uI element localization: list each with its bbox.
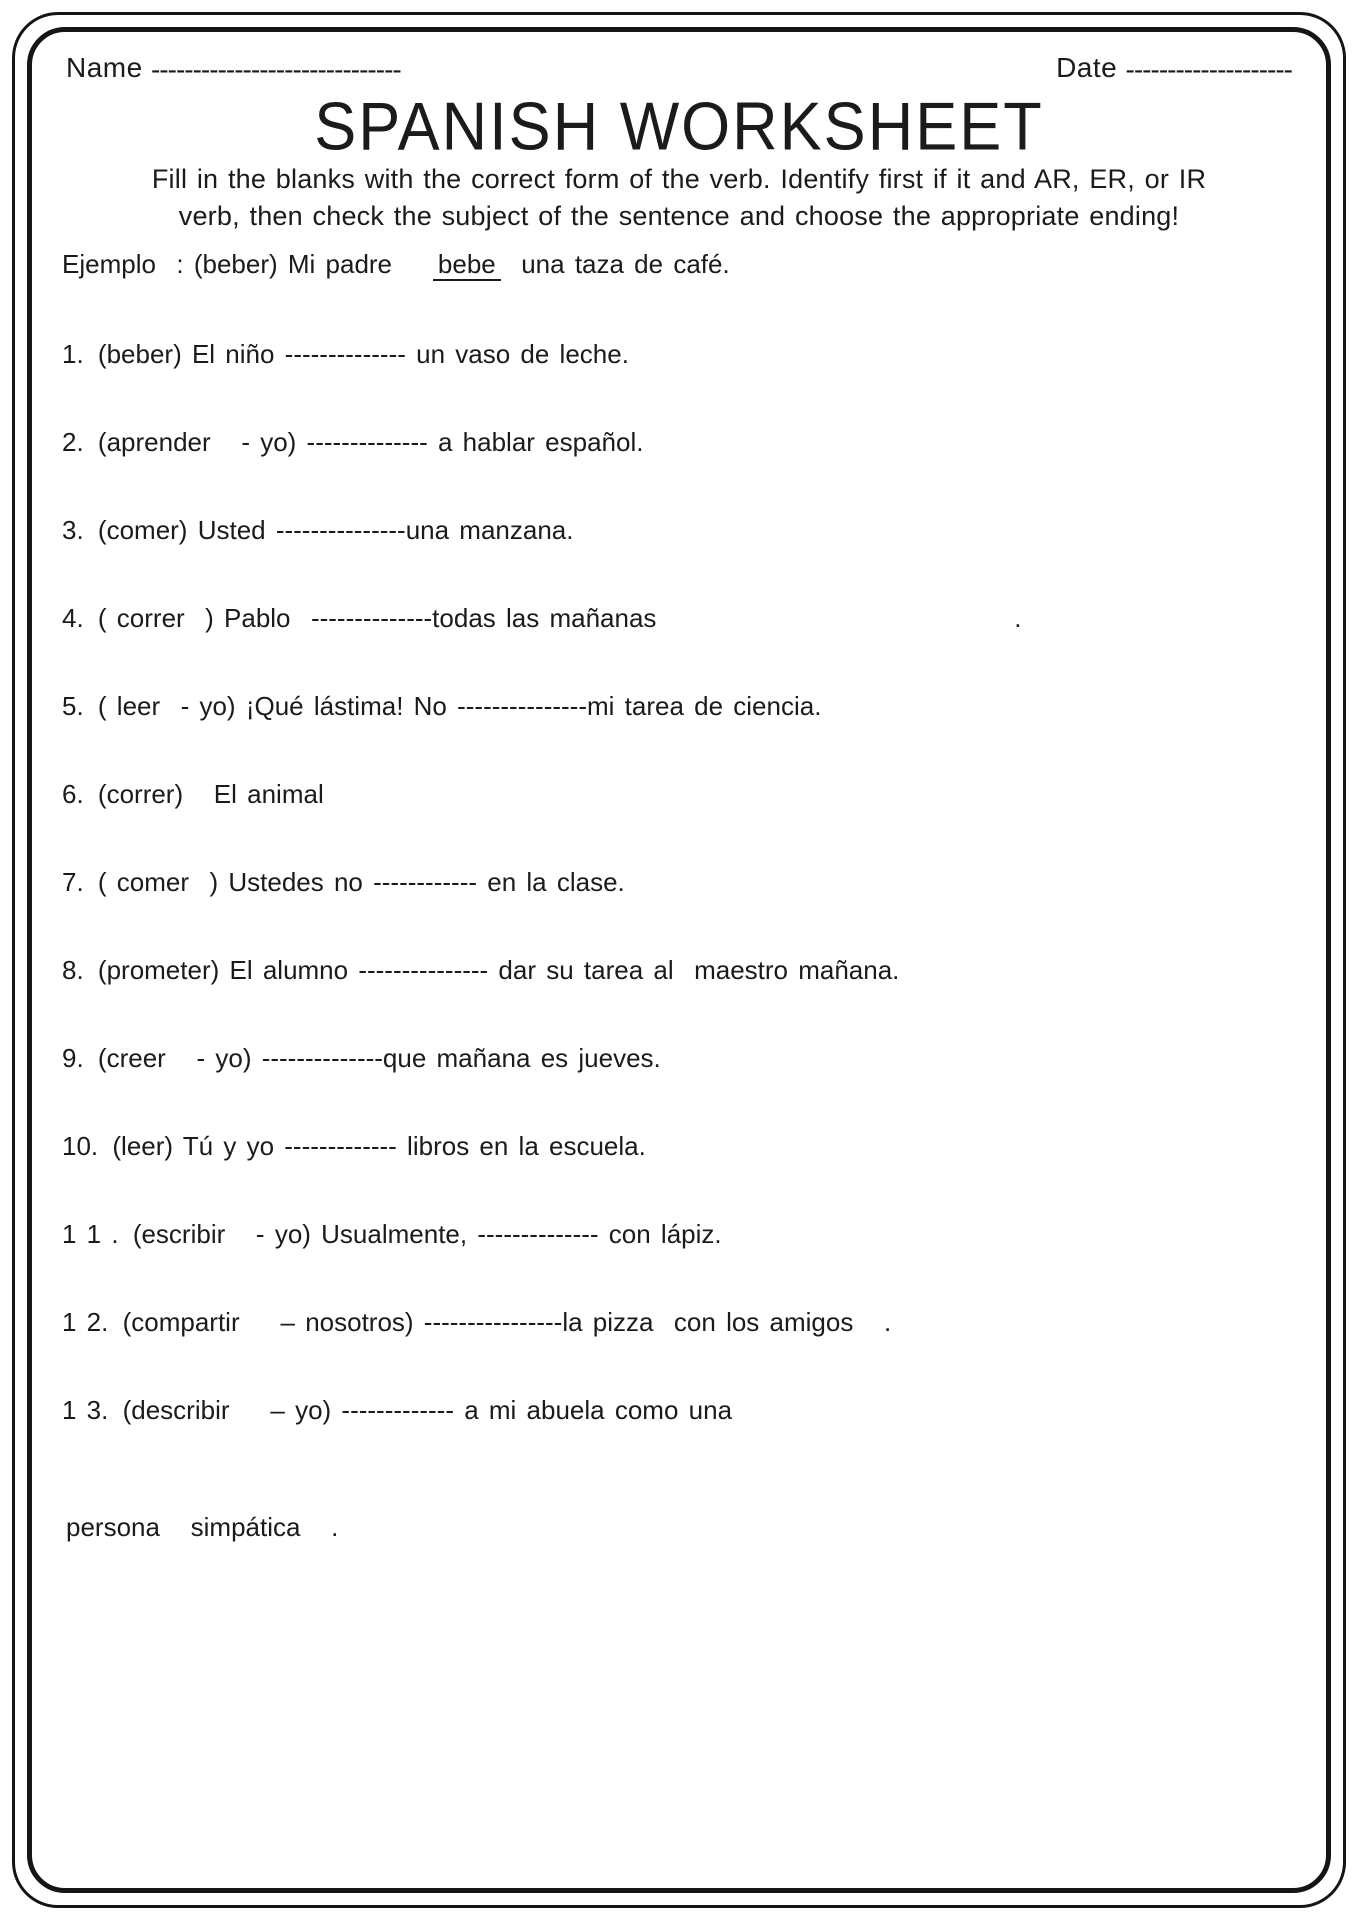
- name-blank-line: ------------------------------: [150, 54, 401, 85]
- example-suffix: una taza de café.: [500, 249, 730, 280]
- question-number: 5.: [62, 691, 84, 722]
- question-row: [62, 776, 1296, 812]
- question-number: 1.: [62, 339, 84, 370]
- question-number: 8.: [62, 955, 84, 986]
- name-field: [66, 52, 401, 84]
- question-number: 6.: [62, 779, 84, 810]
- question-row: [62, 688, 1296, 724]
- question-row: [62, 1304, 1296, 1340]
- question-text: (compartir – nosotros) ----------------la pizza con los amigos .: [112, 1307, 892, 1338]
- question-row: [62, 1392, 1296, 1428]
- question-row: [62, 952, 1296, 988]
- question-row: [62, 600, 1296, 636]
- question-number: 3.: [62, 515, 84, 546]
- question-text: (describir – yo) ------------- a mi abuela como una: [112, 1395, 733, 1426]
- question-number: 1 3.: [62, 1395, 109, 1426]
- question-row: [62, 864, 1296, 900]
- questions-list: [62, 336, 1296, 1428]
- instructions-line-2: verb, then check the subject of the sentence and choose the appropriate ending!: [178, 201, 1180, 232]
- question-number: 1 1 .: [62, 1219, 119, 1250]
- question-row: [62, 512, 1296, 548]
- question-row: [62, 336, 1296, 372]
- question-text: (creer - yo) --------------que mañana es jueves.: [87, 1043, 661, 1074]
- question-text: (aprender - yo) -------------- a hablar español.: [87, 427, 644, 458]
- question-text: ( comer ) Ustedes no ------------ en la clase.: [87, 867, 625, 898]
- question-number: 10.: [62, 1131, 99, 1162]
- question-text: (beber) El niño -------------- un vaso de leche.: [87, 339, 629, 370]
- name-label: Name: [66, 52, 143, 83]
- question-text: (comer) Usted ---------------una manzana.: [87, 515, 574, 546]
- question-number: 1 2.: [62, 1307, 109, 1338]
- header-row: [62, 52, 1296, 84]
- question-text: ( leer - yo) ¡Qué lástima! No ---------------mi tarea de ciencia.: [87, 691, 822, 722]
- question-row: [62, 1216, 1296, 1252]
- worksheet-content: [32, 32, 1326, 1888]
- question-13-continuation: persona simpática .: [66, 1512, 339, 1543]
- question-text: (correr) El animal: [87, 779, 324, 810]
- question-row: [62, 424, 1296, 460]
- question-text: ( correr ) Pablo --------------todas las mañanas .: [87, 603, 1022, 634]
- page-title: SPANISH WORKSHEET: [314, 88, 1044, 165]
- date-label: Date: [1056, 52, 1118, 83]
- question-text: (escribir - yo) Usualmente, -------------- con lápiz.: [122, 1219, 722, 1250]
- example-answer: bebe: [433, 249, 501, 281]
- question-number: 4.: [62, 603, 84, 634]
- example-prefix: Ejemplo : (beber) Mi padre: [62, 249, 433, 280]
- question-number: 2.: [62, 427, 84, 458]
- question-number: 9.: [62, 1043, 84, 1074]
- question-text: (prometer) El alumno --------------- dar su tarea al maestro mañana.: [87, 955, 900, 986]
- question-row: [62, 1040, 1296, 1076]
- question-number: 7.: [62, 867, 84, 898]
- date-field: [1056, 52, 1292, 84]
- example-line: [62, 249, 1296, 280]
- question-text: (leer) Tú y yo ------------- libros en la escuela.: [102, 1131, 646, 1162]
- date-blank-line: --------------------: [1125, 54, 1292, 85]
- instructions-line-1: Fill in the blanks with the correct form of the verb. Identify first if it and AR, ER, or IR: [151, 164, 1207, 195]
- question-row: [62, 1128, 1296, 1164]
